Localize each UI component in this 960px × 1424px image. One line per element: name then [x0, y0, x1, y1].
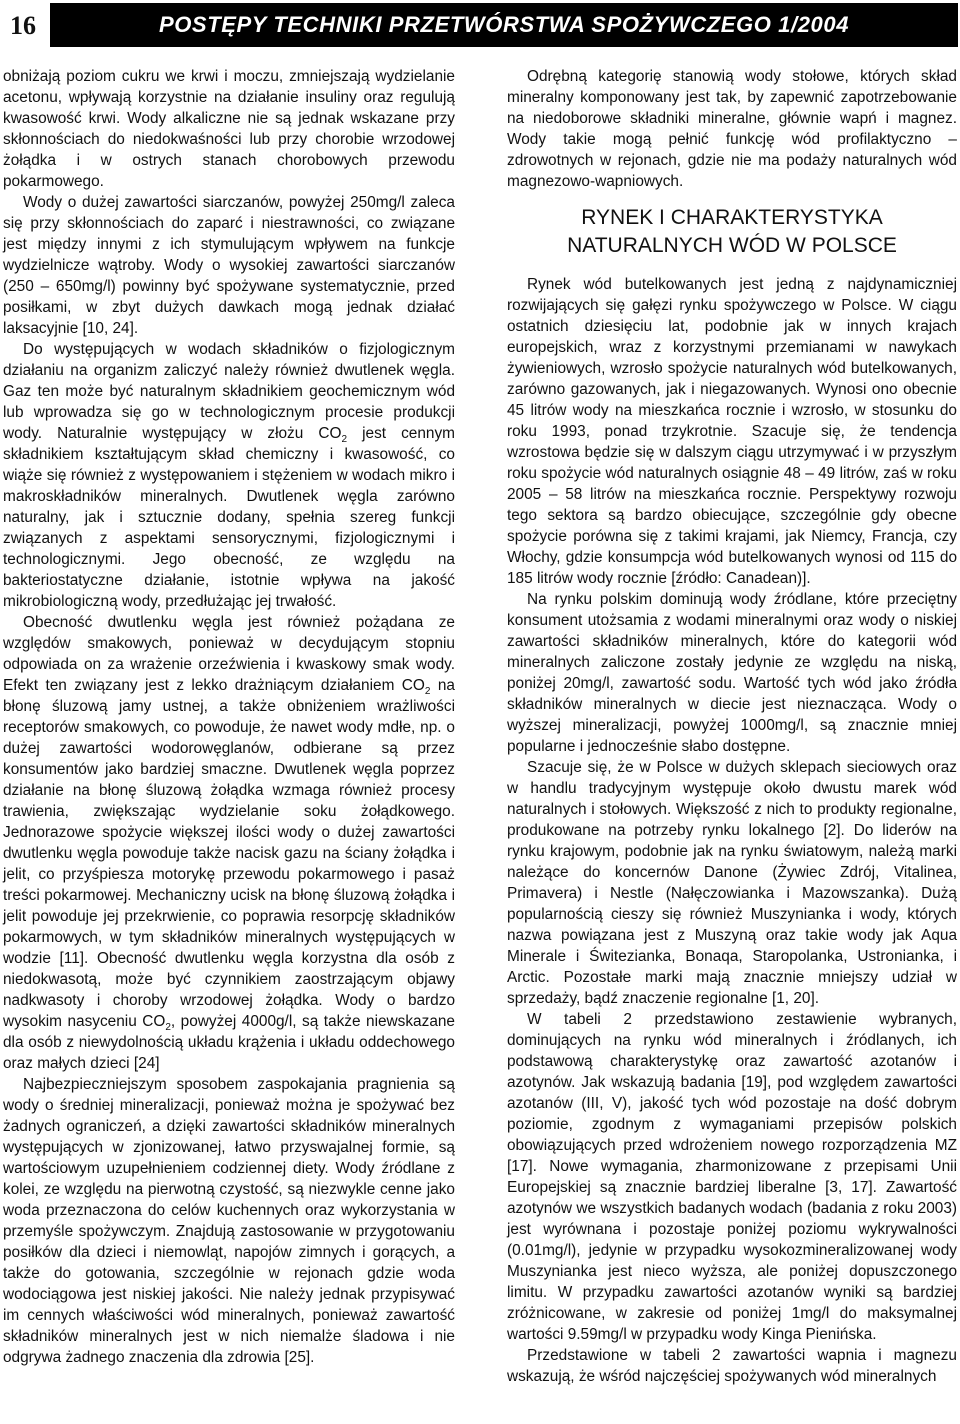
paragraph: obniżają poziom cukru we krwi i moczu, zmniejszają wydzielanie acetonu, wpływają korzystnie na działanie insuliny oraz regulują kwasowość krwi. Wody alkaliczne nie są jednak wskazane przy skłonnościach do niedokwaśności lub przy chorobie wrzodowej żołądka i w ostrych stanach chorobowych przewodu pokarmowego.: [3, 68, 455, 190]
paragraph: Do występujących w wodach składników o fizjologicznym działaniu na organizm zaliczyć należy również dwutlenek węgla. Gaz ten może być naturalnym składnikiem geochemicznym wód lub wprowadza się go w technologicznym procesie produkcji wody. Naturalnie występujący w złożu $CO_2$ jest cennym składnikiem kształtującym skład chemiczny i kwasowość, co wiąże się również z występowaniem i stężeniem w wodach mikro i makroskładników mineralnych. Dwutlenek węgla zarówno naturalny, jak i sztucznie dodany, spełnia szereg funkcji związanych z aspektami sensorycznymi, fizjologicznymi i technologicznymi. Jego obecność, ze względu na bakteriostatyczne działanie, istotnie wpływa na jakość mikrobiologiczną wody, przedłużając jej trwałość.: [3, 341, 455, 610]
subscript: 2: [165, 1022, 171, 1034]
page-number: 16: [10, 11, 36, 40]
journal-title: POSTĘPY TECHNIKI PRZETWÓRSTWA SPOŻYWCZEGO 1/2004: [158, 12, 850, 37]
paragraph: Najbezpieczniejszym sposobem zaspokajania pragnienia są wody o średniej mineralizacji, ponieważ można je spożywać bez żadnych ograniczeń, a dzięki zawartości składników mineralnych występujących w zjonizowanej, łatwo przyswajalnej formie, są wartościowym uzupełnieniem codziennej diety. Wody źródlane z kolei, ze względu na pierwotną czystość, są niezwykle cenne jako woda przeznaczona do celów kuchennych oraz wykorzystania w przemyśle spożywczym. Znajdują zastosowanie w przygotowaniu posiłków dla dzieci i niemowląt, napojów zimnych i gorących, a także do gotowania, szczególnie w rejonach gdzie woda wodociągowa jest niskiej jakości. Nie należy jednak przypisywać im cennych właściwości wód mineralnych, ponieważ zawartość składników mineralnych jest w nich niemalże śladowa i nie odgrywa żadnego znaczenia dla zdrowia [25].: [3, 1076, 455, 1366]
paragraph: Szacuje się, że w Polsce w dużych sklepach sieciowych oraz w handlu tradycyjnym występuje około dwustu marek wód naturalnych i stołowych. Większość z nich to produkty regionalne, produkowane na potrzeby rynku lokalnego [2]. Do liderów na rynku krajowym, podobnie jak na rynku światowym, należą marki należące do koncernów Danone (Żywiec Zdrój, Vitalinea, Primavera) i Nestle (Nałęczowianka i Mazowszanka). Dużą popularnością cieszy się również Muszynianka i wody, których nazwa powiązana jest z Muszyną oraz takie wody jak Aqua Minerale i Świtezianka, Bonaqa, Staropolanka, Ustronianka, i Arctic. Pozostałe marki mają znacznie mniejszy udział w sprzedaży, bądź znaczenie regionalne [1, 20].: [507, 759, 957, 1007]
paragraph: Rynek wód butelkowanych jest jedną z najdynamiczniej rozwijających się gałęzi rynku spożywczego w Polsce. W ciągu ostatnich dziesięciu lat, podobnie jak w innych krajach europejskich, wraz z korzystnymi przemianami w nawykach żywieniowych, wzrosło spożycie naturalnych wód butelkowanych, zarówno gazowanych, jak i niegazowanych. Wynosi ono obecnie 45 litrów wody na mieszkańca rocznie i wzrosło, w stosunku do roku 1993, ponad trzykrotnie. Szacuje się, że tendencja wzrostowa będzie się w dalszym ciągu utrzymywać i w przyszłym roku spożycie wód naturalnych osiągnie 48 – 49 litrów, zaś w roku 2005 – 58 litrów na mieszkańca rocznie. Perspektywy rozwoju tego sektora są bardzo obiecujące, szczególnie gdy obecne spożycie porówna się z takimi krajami, jak Niemcy, Francja, czy Włochy, gdzie konsumpcja wód butelkowanych wynosi od 115 do 185 litrów wody rocznie [źródło: Canadean)].: [507, 276, 957, 587]
paragraph: Obecność dwutlenku węgla jest również pożądana ze względów smakowych, ponieważ w decydującym stopniu odpowiada on za wrażenie orzeźwienia i kwaskowy smak wody. Efekt ten związany jest z lekko drażniącym działaniem $CO_2$ na błonę śluzową jamy ustnej, a także obniżeniem wrażliwości receptorów smakowych, co powoduje, że nawet wody mdłe, np. o dużej zawartości wodorowęglanów, odbierane są przez konsumentów jako bardziej smaczne. Dwutlenek węgla poprzez działanie na błonę śluzową żołądka wzmaga również procesy trawienia, zwiększając wydzielanie soku żołądkowego. Jednorazowe spożycie większej ilości wody o dużej zawartości dwutlenku węgla powoduje także nacisk gazu na ściany żołądka i jelit, co przyśpiesza motorykę przewodu pokarmowego i pasaż treści pokarmowej. Mechaniczny ucisk na błonę śluzową żołądka i jelit powoduje jej przekrwienie, co poprawia resorpcję składników pokarmowych, w tym składników mineralnych występujących w wodzie [11]. Obecność dwutlenku węgla korzystna dla osób z niedokwasotą, może być czynnikiem zaostrzającym objawy nadkwasoty i choroby wrzodowej żołądka. Wody o bardzo wysokim nasyceniu $CO_2$, powyżej 4000g/l, są także niewskazane dla osób z niewydolnością układu krążenia i układu oddechowego oraz małych dzieci [24]: [3, 614, 455, 1072]
right-column: [507, 66, 957, 1387]
paragraph: W tabeli 2 przedstawiono zestawienie wybranych, dominujących na rynku wód mineralnych i źródlanych, ich podstawową charakterystykę oraz zawartość azotanów i azotynów. Jak wskazują badania [19], pod względem zawartości azotanów (III, V), jakość tych wód pozostaje na dość dobrym poziomie, zgodnym z wymaganiami przepisów polskich obowiązujących przed wdrożeniem nowego rozporządzenia MZ [17]. Nowe wymagania, zharmonizowane z przepisami Unii Europejskiej są znacznie bardziej liberalne [3, 17]. Zawartość azotynów we wszystkich badanych wodach (badania z roku 2003) jest wyrównana i pozostaje poniżej poziomu wykrywalności (0.01mg/l), jedynie w przypadku wysokozmineralizowanej wody Muszynianka jest nieco wyższa, ale poniżej dopuszczonego limitu. W przypadku zawartości azotanów wyniki są bardziej zróżnicowane, w zakresie od poniżej 1mg/l do maksymalnej wartości 9.59mg/l w przypadku wody Kinga Pienińska.: [507, 1011, 957, 1343]
paragraph: Przedstawione w tabeli 2 zawartości wapnia i magnezu wskazują, że wśród najczęściej spożywanych wód mineralnych: [507, 1347, 957, 1385]
page-header: [0, 0, 960, 52]
section-heading: [507, 204, 957, 260]
paragraph: Odrębną kategorię stanowią wody stołowe, których skład mineralny komponowany jest tak, by zapewnić zapotrzebowanie na niedoborowe składniki mineralne, głównie wapń i magnez. Wody takie mogą pełnić funkcję wód profilaktyczno – zdrowotnych w rejonach, gdzie nie ma podaży naturalnych wód magnezowo-wapniowych.: [507, 68, 957, 190]
paragraph: Wody o dużej zawartości siarczanów, powyżej 250mg/l zaleca się przy skłonnościach do zaparć i niestrawności, co związane jest między innymi z ich stymulującym wpływem na funkcje wydzielnicze wątroby. Wody o wysokiej zawartości siarczanów (250 – 650mg/l) powinny być spożywane systematycznie, przed posiłkami, w zbyt dużych dawkach mogą jednak działać laksacyjnie [10, 24].: [3, 194, 455, 337]
section-heading-line: RYNEK I CHARAKTERYSTYKA: [581, 206, 883, 229]
paragraph: Na rynku polskim dominują wody źródlane, które przeciętny konsument utożsamia z wodami mineralnymi oraz wody o niskiej zawartości składników mineralnych, które do kategorii wód mineralnych zaliczone zostały jedynie ze względu na niską, poniżej 20mg/l, zawartość sodu. Wartość tych wód jako źródła składników mineralnych w diecie jest nieznacząca. Wody o wyższej mineralizacji, powyżej 1000mg/l, są znacznie mniej popularne i jednocześnie słabo dostępne.: [507, 591, 957, 755]
section-heading-line: NATURALNYCH WÓD W POLSCE: [567, 234, 897, 257]
journal-title-bar: [50, 3, 958, 47]
subscript: 2: [424, 686, 431, 698]
subscript: 2: [341, 434, 348, 446]
left-column: [3, 66, 455, 1368]
